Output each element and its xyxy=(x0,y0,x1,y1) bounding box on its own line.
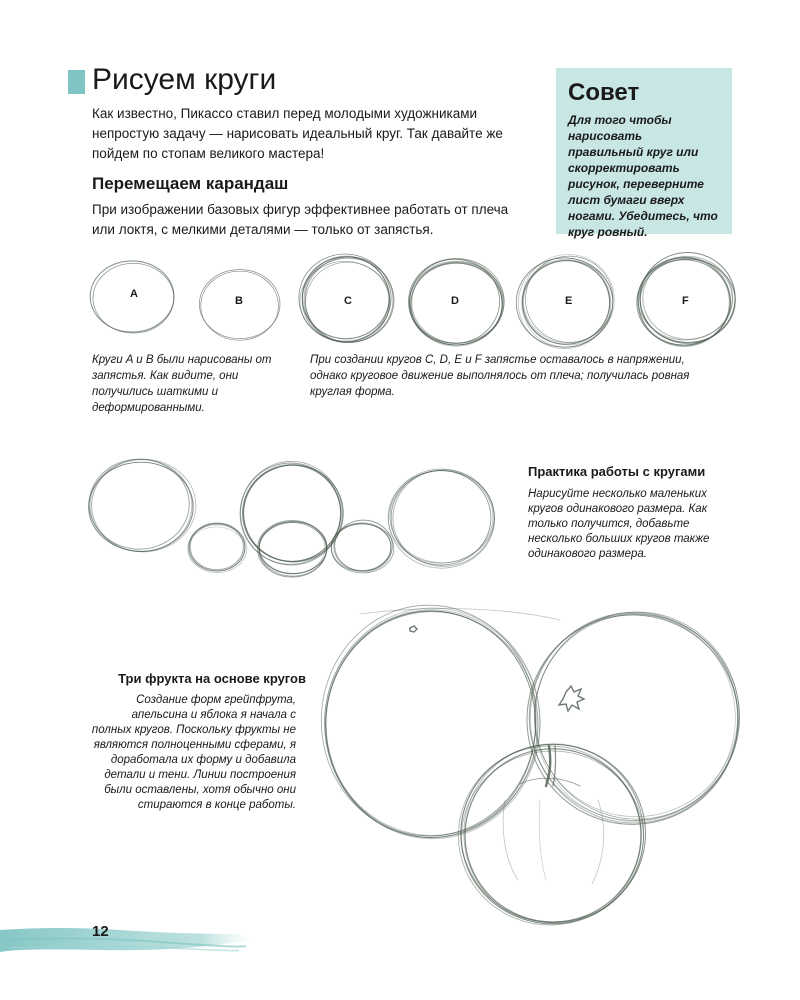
apple-shading-1 xyxy=(503,800,518,880)
circle-label-a: A xyxy=(130,288,138,300)
practice-circle-large-2 xyxy=(240,461,343,565)
page-title: Рисуем круги xyxy=(92,63,277,96)
apple-stem-outline xyxy=(553,746,556,786)
practice-circle-small-2 xyxy=(258,521,327,577)
practice-circle-small-2-stroke xyxy=(259,523,326,576)
practice-circle-small-1-stroke xyxy=(189,523,245,571)
brush-stroke xyxy=(0,928,252,952)
grapefruit-circle-stroke xyxy=(326,611,535,836)
practice-circle-small-1 xyxy=(188,523,247,572)
circle-label-d: D xyxy=(451,295,459,307)
practice-circle-large-3-stroke xyxy=(393,470,494,566)
tip-title: Совет xyxy=(568,79,640,106)
circle-label-b: B xyxy=(235,295,243,307)
practice-circle-small-3-stroke xyxy=(335,520,393,571)
grapefruit-navel xyxy=(410,626,417,632)
orange-navel xyxy=(559,686,584,711)
section-text: При изображении базовых фигур эффективнее работать от плеча или локтя, с мелкими деталями — только от запястья. xyxy=(92,202,509,237)
apple-shading-3 xyxy=(539,800,546,880)
fruits-heading: Три фрукта на основе кругов xyxy=(118,671,306,686)
practice-text: Нарисуйте несколько маленьких кругов одинакового размера. Как только получится, добавьте несколько больших кругов также одинакового размера. xyxy=(528,488,710,560)
grapefruit-circle xyxy=(321,605,540,839)
section-subheading: Перемещаем карандаш xyxy=(92,174,289,193)
circle-label-e: E xyxy=(565,295,573,307)
practice-circle-large-1-stroke xyxy=(92,460,192,552)
apple-circle xyxy=(458,744,645,925)
fruits-text: Создание форм грейпфрута, апельсина и яблока я начала с полных кругов. Поскольку фрукты не являются полноценными сферами, я доработала их форму и добавила детали и тени. Линии построения были оставлены, хотя обычно они стираются в конце работы. xyxy=(91,694,296,811)
practice-heading: Практика работы с кругами xyxy=(528,464,706,479)
caption-circles-cdef: При создании кругов C, D, E и F запястье оставалось в напряжении, однако круговое движение выполнялось от плеча; получилась ровная круглая форма. xyxy=(310,354,690,398)
practice-circle-small-3-stroke xyxy=(331,524,393,573)
practice-circle-small-2-stroke xyxy=(259,522,327,574)
page-number: 12 xyxy=(92,923,109,940)
circle-label-c: C xyxy=(344,295,352,307)
practice-circle-large-3 xyxy=(388,469,495,568)
circle-label-f: F xyxy=(682,295,689,307)
tip-text: Для того чтобы нарисовать правильный круг или скорректировать рисунок, переверните лист бумаги вверх ногами. Убедитесь, что круг ровный. xyxy=(568,113,718,239)
caption-circles-ab: Круги A и B были нарисованы от запястья. Как видите, они получились шаткими и деформированными. xyxy=(92,354,272,414)
orange-circle-stroke xyxy=(534,614,735,821)
practice-circle-large-1 xyxy=(89,459,196,552)
intro-paragraph: Как известно, Пикассо ставил перед молодыми художниками непростую задачу — нарисовать идеальный круг. Так давайте же пойдем по стопам великого мастера! xyxy=(92,106,503,161)
orange-circle-stroke xyxy=(534,615,737,817)
